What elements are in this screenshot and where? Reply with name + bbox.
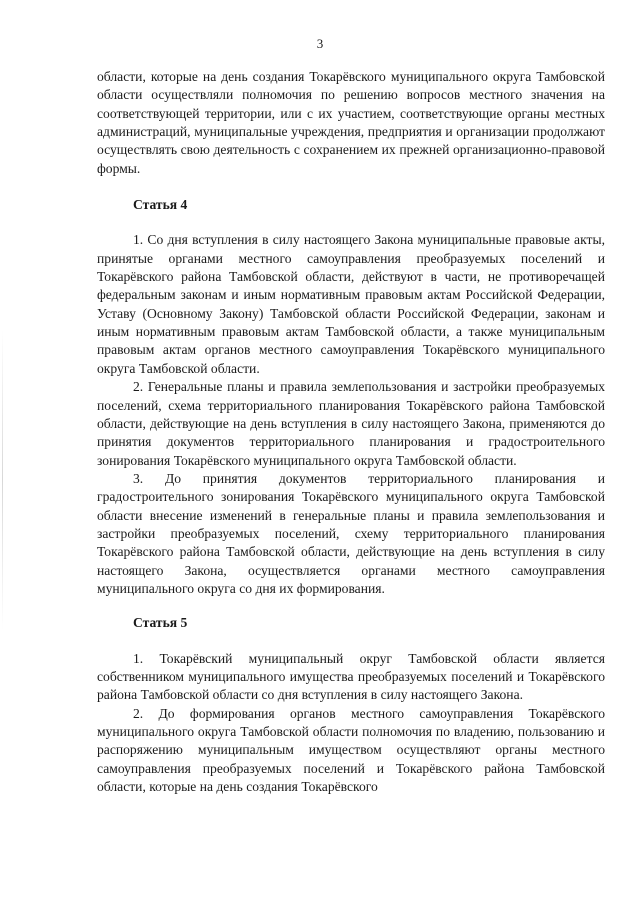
document-body [97,68,605,796]
article-5-paragraph-1: 1. Токарёвский муниципальный округ Тамбовской области является собственником муниципального имущества преобразуемых поселений и Токарёвского района Тамбовской области со дня вступления в силу настоящего Закона. [97,650,605,703]
article-4-paragraph-3: 3. До принятия документов территориального планирования и градостроительного зонирования Токарёвского муниципального округа Тамбовской области внесение изменений в генеральные планы и правила землепользования и застройки преобразуемых поселений, схему территориального планирования Токарёвского района Тамбовской области, действующие на день вступления в силу настоящего Закона, осуществляется органами местного самоуправления муниципального округа со дня их формирования. [97,470,605,596]
article-5-paragraph-2: 2. До формирования органов местного самоуправления Токарёвского муниципального округа Тамбовской области полномочия по владению, пользованию и распоряжению муниципальным имуществом осуществляют органы местного самоуправления преобразуемых поселений и Токарёвского района Тамбовской области, которые на день создания Токарёвского [97,705,605,795]
page-number: 3 [316,36,324,51]
article-4-paragraph-1: 1. Со дня вступления в силу настоящего Закона муниципальные правовые акты, принятые органами местного самоуправления преобразуемых поселений и Токарёвского района Тамбовской области, действуют в части, не противоречащей федеральным законам и иным нормативным правовым актам Российской Федерации, Уставу (Основному Закону) Тамбовской области Российской Федерации, законам и иным нормативным правовым актам Тамбовской области, а также муниципальным правовым актам органов местного самоуправления Токарёвского муниципального округа Тамбовской области. [97,232,605,376]
article-5-heading: Статья 5 [133,615,188,631]
article-4-paragraph-2: 2. Генеральные планы и правила землепользования и застройки преобразуемых поселений, схема территориального планирования Токарёвского района Тамбовской области, действующие на день вступления в силу настоящего Закона, применяются до принятия документов территориального планирования и градостроительного зонирования Токарёвского муниципального округа Тамбовской области. [97,379,605,468]
paragraph-continuation: области, которые на день создания Токарёвского муниципального округа Тамбовской области осуществляли полномочия по решению вопросов местного значения на соответствующей территории, или с их участием, соответствующие органы местных администраций, муниципальные учреждения, предприятия и организации продолжают осуществлять свою деятельность с сохранением их прежней организационно-правовой формы. [97,69,605,176]
scan-edge-shadow [2,330,3,630]
article-4-heading: Статья 4 [133,197,188,213]
